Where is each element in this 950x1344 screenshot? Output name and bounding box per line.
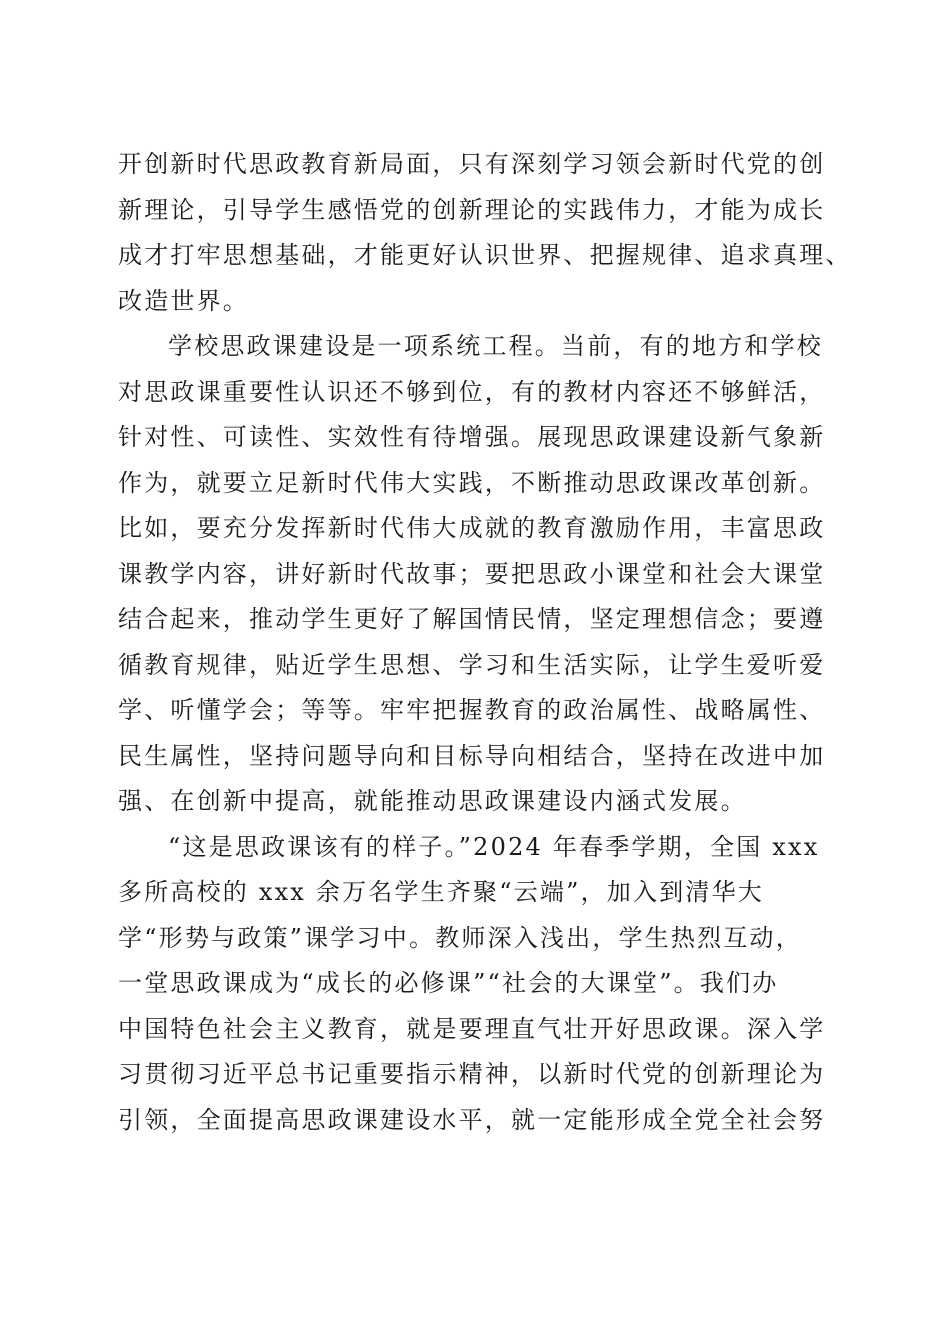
text-line: 改造世界。 [118, 286, 249, 315]
text-line: 多所高校的 xxx 余万名学生齐聚“云端”，加入到清华大 [118, 878, 765, 906]
text-line: 强、在创新中提高，就能推动思政课建设内涵式发展。 [118, 787, 747, 815]
text-line: 作为，就要立足新时代伟大实践，不断推动思政课改革创新。 [118, 468, 826, 497]
text-line: 习贯彻习近平总书记重要指示精神，以新时代党的创新理论为 [118, 1060, 826, 1088]
text-line: 比如，要充分发挥新时代伟大成就的教育激励作用，丰富思政 [118, 514, 826, 542]
text-line: 对思政课重要性认识还不够到位，有的教材内容还不够鲜活， [118, 377, 826, 406]
text-line: 民生属性，坚持问题导向和目标导向相结合，坚持在改进中加 [118, 741, 826, 770]
text-line: 引领，全面提高思政课建设水平，就一定能形成全党全社会努 [118, 1105, 826, 1134]
text-line: “这是思政课该有的样子。”2024 年春季学期，全国 xxx [168, 832, 820, 861]
text-line: 学、听懂学会；等等。牢牢把握教育的政治属性、战略属性、 [118, 696, 826, 724]
text-line: 课教学内容，讲好新时代故事；要把思政小课堂和社会大课堂 [118, 559, 826, 588]
text-line: 针对性、可读性、实效性有待增强。展现思政课建设新气象新 [118, 423, 826, 451]
document-body [118, 142, 852, 1143]
text-line: 开创新时代思政教育新局面，只有深刻学习领会新时代党的创 [118, 150, 826, 178]
text-line: 一堂思政课成为“成长的必修课”“社会的大课堂”。我们办 [118, 969, 779, 997]
text-line: 循教育规律，贴近学生思想、学习和生活实际，让学生爱听爱 [118, 650, 826, 679]
text-line: 学“形势与政策”课学习中。教师深入浅出，学生热烈互动， [118, 923, 802, 952]
text-line: 结合起来，推动学生更好了解国情民情，坚定理想信念；要遵 [118, 605, 826, 633]
text-line: 中国特色社会主义教育，就是要理直气壮开好思政课。深入学 [118, 1014, 826, 1043]
text-line: 学校思政课建设是一项系统工程。当前，有的地方和学校 [168, 332, 823, 360]
paragraph-3 [118, 825, 838, 1144]
text-line: 成才打牢思想基础，才能更好认识世界、把握规律、追求真理、 [118, 241, 852, 269]
text-line: 新理论，引导学生感悟党的创新理论的实践伟力，才能为成长 [118, 195, 826, 224]
paragraph-1 [118, 142, 852, 324]
paragraph-2 [118, 324, 838, 825]
